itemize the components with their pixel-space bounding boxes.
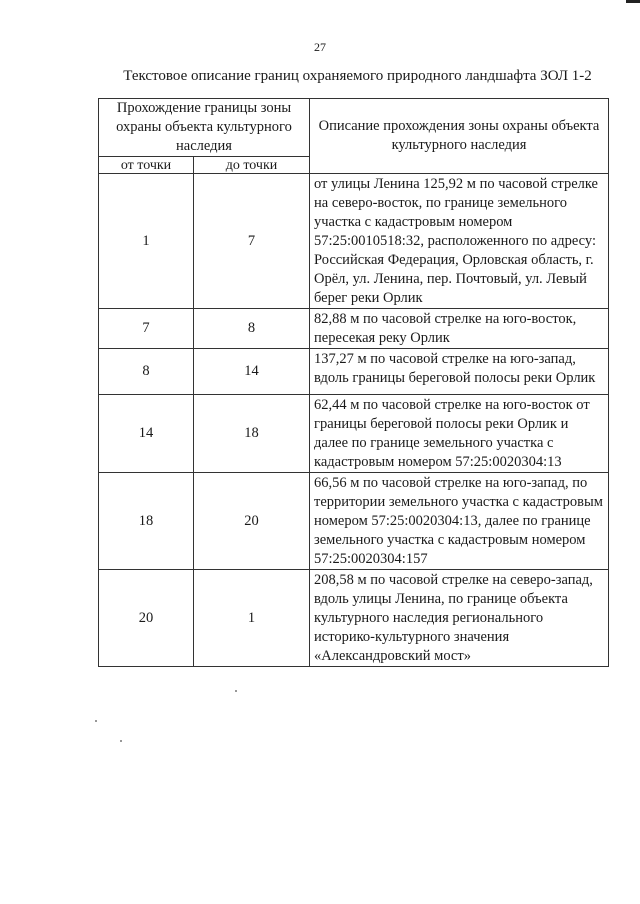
to-point-cell: 1 xyxy=(194,570,310,667)
description-cell: 66,56 м по часовой стрелке на юго-запад, по территории земельного участка с кадастровым номером 57:25:0020304:13, далее по границе земельного участка с кадастровым номером 57:25:0020304:157 xyxy=(310,473,609,570)
description-cell: 137,27 м по часовой стрелке на юго-запад, вдоль границы береговой полосы реки Орлик xyxy=(310,349,609,395)
table-row xyxy=(99,395,609,473)
description-cell: 62,44 м по часовой стрелке на юго-восток от границы береговой полосы реки Орлик и далее по границе земельного участка с кадастровым номером 57:25:0020304:13 xyxy=(310,395,609,473)
table-row xyxy=(99,570,609,667)
header-from-point: от точки xyxy=(99,157,194,174)
description-cell: от улицы Ленина 125,92 м по часовой стрелке на северо-восток, по границе земельного участка с кадастровым номером 57:25:0010518:32, расположенного по адресу: Российская Федерация, Орловская область, г. Орёл, ул. Ленина, пер. Почтовый, ул. Левый берег реки Орлик xyxy=(310,174,609,309)
table-row xyxy=(99,349,609,395)
to-point-cell: 18 xyxy=(194,395,310,473)
scan-speck xyxy=(95,720,97,722)
to-point-cell: 7 xyxy=(194,174,310,309)
from-point-cell: 18 xyxy=(99,473,194,570)
from-point-cell: 14 xyxy=(99,395,194,473)
scan-speck xyxy=(235,690,237,692)
header-boundary-passage: Прохождение границы зоны охраны объекта культурного наследия xyxy=(99,99,310,157)
to-point-cell: 20 xyxy=(194,473,310,570)
header-description: Описание прохождения зоны охраны объекта культурного наследия xyxy=(310,99,609,174)
description-cell: 82,88 м по часовой стрелке на юго-восток, пересекая реку Орлик xyxy=(310,309,609,349)
from-point-cell: 7 xyxy=(99,309,194,349)
boundary-table xyxy=(98,98,609,667)
header-to-point: до точки xyxy=(194,157,310,174)
from-point-cell: 8 xyxy=(99,349,194,395)
document-title: Текстовое описание границ охраняемого природного ландшафта ЗОЛ 1-2 xyxy=(123,68,592,84)
scan-edge-mark xyxy=(626,0,640,3)
scan-speck xyxy=(120,740,122,742)
from-point-cell: 1 xyxy=(99,174,194,309)
description-cell: 208,58 м по часовой стрелке на северо-запад, вдоль улицы Ленина, по границе объекта культурного наследия регионального историко-культурного значения «Александровский мост» xyxy=(310,570,609,667)
to-point-cell: 8 xyxy=(194,309,310,349)
from-point-cell: 20 xyxy=(99,570,194,667)
to-point-cell: 14 xyxy=(194,349,310,395)
table-row xyxy=(99,309,609,349)
table-row xyxy=(99,174,609,309)
page-number: 27 xyxy=(314,40,326,54)
table-row xyxy=(99,473,609,570)
